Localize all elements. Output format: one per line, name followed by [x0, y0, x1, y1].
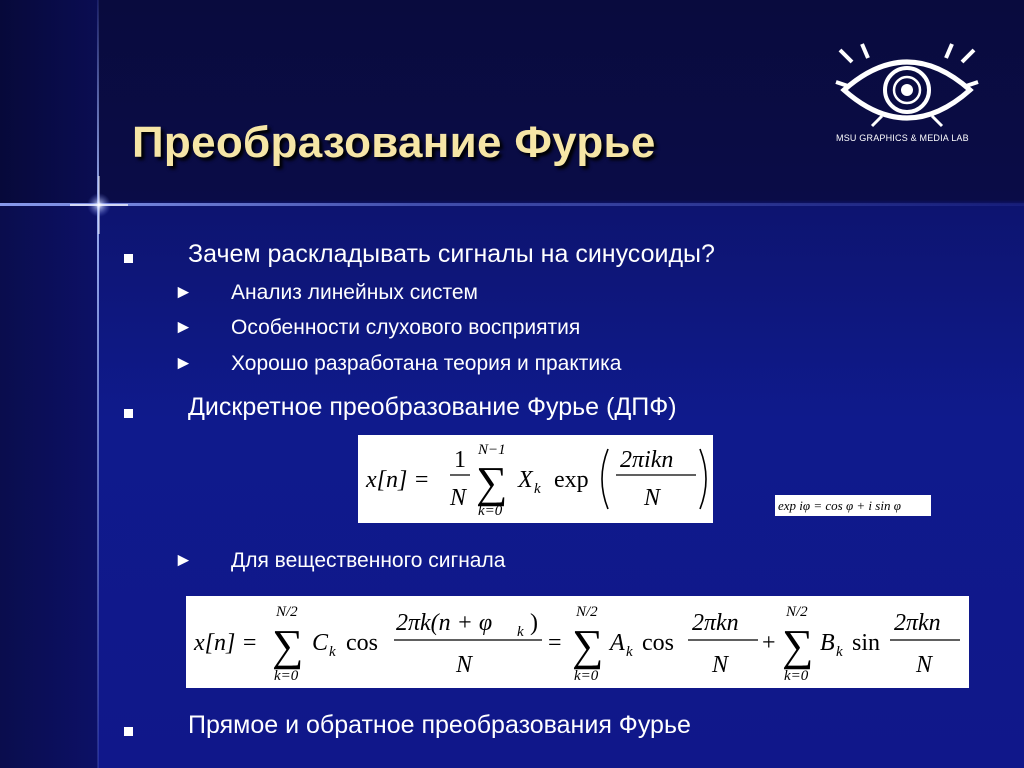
vertical-divider: [97, 0, 99, 768]
fraction-numerator: 1: [454, 447, 466, 473]
sum-symbol: ∑: [572, 621, 604, 670]
denominator: N: [456, 652, 473, 678]
bullet-marker: [124, 254, 133, 263]
bullet-text: Прямое и обратное преобразования Фурье: [188, 711, 691, 739]
numerator-phase: 2πk(n + φ: [396, 610, 493, 636]
sum-symbol: ∑: [782, 621, 814, 670]
denominator: N: [712, 652, 729, 678]
sum-lower-limit: k=0: [784, 668, 809, 684]
sub-bullet-marker: ►: [174, 317, 193, 338]
light-flare-icon: [70, 176, 128, 234]
coefficient-a-subscript: k: [626, 644, 633, 660]
sum-upper-limit: N/2: [276, 604, 298, 620]
euler-formula-text: exp iφ = cos φ + i sin φ: [778, 498, 901, 513]
coefficient-b-subscript: k: [836, 644, 843, 660]
horizontal-divider: [0, 203, 1024, 206]
sub-bullet-text: Анализ линейных систем: [231, 281, 478, 304]
bullet-marker: [124, 409, 133, 418]
term-subscript: k: [534, 481, 541, 497]
sin-function: sin: [852, 630, 881, 656]
sum-lower-limit: k=0: [574, 668, 599, 684]
sum-upper-limit: N−1: [478, 442, 506, 458]
euler-formula: [775, 495, 931, 516]
plus-sign: +: [762, 630, 776, 656]
function-name: exp: [554, 467, 589, 493]
sum-symbol: ∑: [272, 621, 304, 670]
coefficient-b: B: [820, 630, 835, 656]
sub-bullet-text: Хорошо разработана теория и практика: [231, 352, 622, 375]
slide-title: Преобразование Фурье: [132, 118, 656, 167]
sum-lower-limit: k=0: [274, 668, 299, 684]
sum-upper-limit: N/2: [786, 604, 808, 620]
denominator: N: [916, 652, 933, 678]
argument-numerator: 2πikn: [620, 447, 674, 473]
bullet-marker: [124, 727, 133, 736]
real-signal-formula: [186, 596, 969, 688]
sum-lower-limit: k=0: [478, 503, 503, 519]
term-symbol: X: [518, 467, 533, 493]
cos-function: cos: [642, 630, 674, 656]
fraction-denominator: N: [450, 485, 467, 511]
numerator-sin: 2πkn: [894, 610, 941, 636]
sub-bullet-marker: ►: [174, 550, 193, 571]
sub-bullet-text: Для вещественного сигнала: [231, 549, 506, 572]
bullet-text: Дискретное преобразование Фурье (ДПФ): [188, 393, 677, 421]
left-band-lower: [0, 205, 98, 768]
sub-bullet-marker: ►: [174, 353, 193, 374]
argument-denominator: N: [644, 485, 661, 511]
logo-caption: MSU GRAPHICS & MEDIA LAB: [836, 133, 969, 143]
coefficient-c-subscript: k: [329, 644, 336, 660]
equals-sign: =: [548, 630, 562, 656]
formula-lhs: x[n] =: [366, 467, 430, 493]
sub-bullet-marker: ►: [174, 282, 193, 303]
sub-bullet-text: Особенности слухового восприятия: [231, 316, 581, 339]
formula-lhs: x[n] =: [194, 630, 258, 656]
sum-symbol: ∑: [476, 458, 508, 507]
numerator-phase-close: ): [530, 610, 538, 636]
numerator-cos: 2πkn: [692, 610, 739, 636]
coefficient-a: A: [610, 630, 625, 656]
phase-subscript: k: [517, 624, 524, 640]
bullet-text: Зачем раскладывать сигналы на синусоиды?: [188, 240, 715, 268]
dft-formula: [358, 435, 713, 523]
coefficient-c: C: [312, 630, 329, 656]
cos-function: cos: [346, 630, 378, 656]
sum-upper-limit: N/2: [576, 604, 598, 620]
